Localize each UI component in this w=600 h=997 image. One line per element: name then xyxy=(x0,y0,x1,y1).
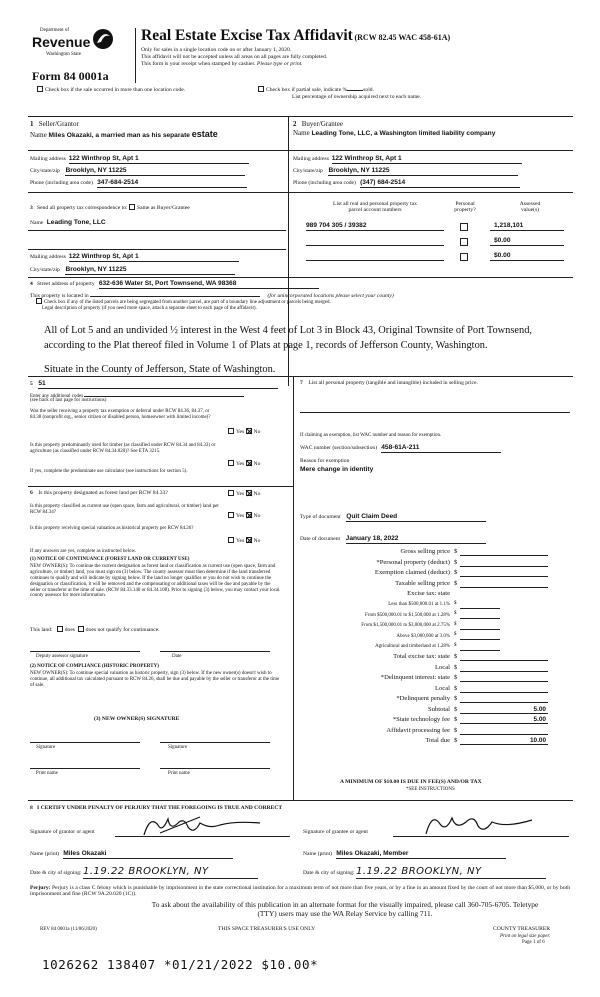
exemption-reason[interactable]: Mere change in identity xyxy=(300,466,374,473)
notice2-text: NEW OWNER(S): To continue special valuation as historic property, sign (3) below. If the new owner(s) doesn't wish to continue, all additional tax calculated pursuant to RCW 84.26, shall be due and payable by the seller or transferor at the time of sale. xyxy=(30,671,280,688)
section5-q2-yes-no[interactable]: Yes No xyxy=(228,460,260,467)
tax-row-dollar: $ xyxy=(454,695,458,702)
same-as-buyer-checkbox[interactable] xyxy=(129,204,135,210)
exemption-reason-label: Reason for exemption xyxy=(300,458,350,464)
tax-row[interactable] xyxy=(308,590,548,599)
page-number: Page 1 of 6 xyxy=(522,940,545,945)
seller-mailing-field[interactable]: Mailing address 122 Winthrop St, Apt 1 xyxy=(30,155,249,164)
seller-name-field[interactable]: Name Miles Okazaki, a married man as his separate estate xyxy=(30,129,218,139)
washington-state: Washington State xyxy=(46,52,82,57)
correspondence-name-field[interactable]: Name Leading Tone, LLC xyxy=(30,219,106,226)
tax-row[interactable] xyxy=(308,622,548,631)
revenue-wordmark: Revenue xyxy=(32,34,91,50)
new-owner-print-name-label: Print name xyxy=(36,771,58,776)
tax-row-dollar: $ xyxy=(454,684,458,692)
tax-row[interactable] xyxy=(308,685,548,694)
document-date-field[interactable]: Date of document January 18, 2022 xyxy=(300,535,486,544)
section5-code-field[interactable]: 5 51 xyxy=(30,380,278,389)
tax-row[interactable] xyxy=(308,653,548,662)
tax-row[interactable] xyxy=(308,674,548,683)
parcel-row[interactable]: $0.00 xyxy=(300,237,572,248)
perjury-notice: Perjury: Perjury is a class C felony which is punishable by imprisonment in the state correctional institution for a maximum term of not more than five years, or by a fine in an amount fixed by the court of not more than $5,000, or by both imprisonment and fine (RCW 9A.20.020 (1C)). xyxy=(30,885,570,898)
tax-row-label: Taxable selling price xyxy=(395,579,450,587)
grantee-date-city[interactable]: Date & city of signing: 1.19.22 BROOKLYN, NY xyxy=(303,866,546,879)
seller-phone-field[interactable]: Phone (including area code) 347-684-2514 xyxy=(30,179,247,188)
if-any-yes: If any answers are yes, complete as instructed below. xyxy=(30,549,137,554)
treasurer-use-only: THIS SPACE TREASURER'S USE ONLY xyxy=(218,926,316,932)
seller-city-field[interactable]: City/state/zip Brooklyn, NY 11225 xyxy=(30,167,245,176)
notice2-title: (2) NOTICE OF COMPLIANCE (HISTORIC PROPERTY) xyxy=(30,664,159,669)
section5-q2: Is this property predominantly used for timber (as classified under RCW 84.34 and 84.33) or agriculture (as classified under RCW 84.34.020)? See ETA 3215. xyxy=(30,443,216,454)
grantor-signature[interactable] xyxy=(140,813,270,839)
deputy-signature-label: Deputy assessor signature xyxy=(36,654,88,659)
tax-row[interactable] xyxy=(308,611,548,620)
tax-row-label: Total due xyxy=(425,737,450,744)
tax-row[interactable] xyxy=(308,632,548,641)
tax-row[interactable] xyxy=(308,580,548,589)
section5-q1-yes-no[interactable]: Yes No xyxy=(228,428,260,435)
tax-row-dollar: $ xyxy=(454,642,457,648)
see-instructions: *SEE INSTRUCTIONS xyxy=(406,787,455,792)
tax-row-dollar: $ xyxy=(454,674,458,681)
tax-row[interactable] xyxy=(308,548,548,557)
tax-row-label: *Personal property (deduct) xyxy=(376,558,450,566)
tax-row-label: Gross selling price xyxy=(400,548,450,555)
section5-q1: Was the seller receiving a property tax exemption or deferral under RCW 84.36, 84.37, or 84.38 (nonprofit org., senior citizen or disabled person, homeowner with limited income)? xyxy=(30,409,211,420)
correspondence-mailing-field[interactable]: Mailing address 122 Winthrop St, Apt 1 xyxy=(30,253,239,262)
tax-row[interactable] xyxy=(308,716,548,725)
tax-row-dollar: $ xyxy=(454,663,458,671)
cashier-stamp: 1026262 138407 *01/21/2022 $10.00* xyxy=(42,957,319,972)
new-owner-signature-heading: (3) NEW OWNER(S) SIGNATURE xyxy=(94,716,180,722)
multi-location-checkbox[interactable]: Check box if the sale occurred in more than one location code. xyxy=(37,86,185,93)
grantor-date-city[interactable]: Date & city of signing: 1.19.22 BROOKLYN, NY xyxy=(30,866,258,879)
tax-row-dollar: $ xyxy=(454,726,458,734)
minimum-due-notice: A MINIMUM OF $10.00 IS DUE IN FEE(S) AND/OR TAX xyxy=(340,779,482,785)
tax-row[interactable] xyxy=(308,737,548,746)
tax-row-label: From $1,500,000.01 to $3,000,000 at 2.75% xyxy=(361,623,450,628)
form-title: Real Estate Excise Tax Affidavit (RCW 82.45 WAC 458-61A) xyxy=(141,27,451,44)
tax-row-label: Excise tax: state xyxy=(407,590,450,597)
parcel-col-header: List all real and personal property tax parcel account numbers xyxy=(333,201,417,214)
dept-of: Department of xyxy=(40,28,70,33)
tax-row-label: Total excise tax: state xyxy=(393,653,450,660)
notice1-title: (1) NOTICE OF CONTINUANCE (FOREST LAND OR CURRENT USE) xyxy=(30,557,190,562)
buyer-city-field[interactable]: City/state/zip Brooklyn, NY 11225 xyxy=(293,167,518,176)
new-owner-signature-label-2: Signature xyxy=(168,745,188,750)
section7-heading: 7 List all personal property (tangible and intangible) included in selling price. xyxy=(300,380,478,386)
notice1-text: NEW OWNER(S): To continue the current designation as forest land or classification as current use (open space, farm and agriculture, or timber) land, you must sign on (3) below. The county assessor must then determine if the land transferred continues to qualify and will indicate by signing below. If the land no longer qualifies or you do not wish to continue the designation or classification, it will be removed and the compensating or additional taxes will be due and payable by the seller or transferor at the time of sale. (RCW 84.33.140 or 84.34.108). Prior to signing (3) below, you may contact your local county assessor for more information. xyxy=(30,564,280,599)
grantee-signature-label: Signature of grantee or agent xyxy=(303,829,368,835)
tax-row-value[interactable]: 10.00 xyxy=(530,737,546,744)
tax-row-label: Local xyxy=(434,663,450,671)
grantee-print-name[interactable]: Name (print) Miles Okazaki, Member xyxy=(303,850,506,859)
new-owner-print-name-label-2: Print name xyxy=(168,771,190,776)
legal-description[interactable]: All of Lot 5 and an undivided ½ interest in the West 4 feet of Lot 3 in Block 43, Original Townsite of Port Townsend, according to the Plat thereof filed in Volume 1 of Plats at page 1, records of Jefferson County, Washington. xyxy=(44,325,533,352)
correspondence-heading: 3 Send all property tax correspondence to: Same as Buyer/Grantee xyxy=(30,205,190,211)
tax-row-label: Exemption claimed (deduct) xyxy=(374,569,450,576)
section6-q1-yes-no[interactable]: Yes No xyxy=(228,490,260,497)
certification: 8 I CERTIFY UNDER PENALTY OF PERJURY THAT THE FOREGOING IS TRUE AND CORRECT xyxy=(30,805,283,811)
availability-notice: To ask about the availability of this publication in an alternate format for the visually impaired, please call 360-705-6705. Teletype (TTY) users may use the WA Relay Service by calling 711. xyxy=(151,900,539,918)
legal-description-label: Legal description of property (if you need more space, attach a separate sheet to each page of the affidavit). xyxy=(42,306,257,311)
form-note-2: This affidavit will not be accepted unless all areas on all pages are fully completed. xyxy=(141,54,328,60)
seller-heading: 1 Seller/Grantor xyxy=(30,120,79,128)
tax-row-value[interactable]: 5.00 xyxy=(533,705,546,713)
tax-row-label: Less than $500,000.01 at 1.1% xyxy=(388,602,450,607)
tax-row[interactable] xyxy=(308,601,548,610)
tax-row-dollar: $ xyxy=(454,653,458,660)
personal-col-header: Personal property? xyxy=(454,201,476,214)
assessed-col-header: Assessed value(s) xyxy=(519,201,541,214)
tax-row[interactable] xyxy=(308,706,548,715)
tax-row[interactable] xyxy=(308,643,548,652)
form-note-3: This form is your receipt when stamped by cashier. Please type or print. xyxy=(141,61,303,67)
section5-q3: If yes, complete the predominate use calculator (see instructions for section 5). xyxy=(30,469,188,474)
tax-row-label: Above $3,000,000 at 3.0% xyxy=(396,633,450,639)
additional-codes-field[interactable]: Enter any additional codes xyxy=(30,391,244,400)
buyer-name-field[interactable]: Name Leading Tone, LLC, a Washington limited liability company xyxy=(293,129,496,137)
ownership-note: List percentage of ownership acquired next to each name. xyxy=(292,94,422,100)
tax-row-value[interactable]: 5.00 xyxy=(533,716,546,723)
form-note-1: Only for sales in a single location code on or after January 1, 2020. xyxy=(141,47,292,53)
rev-number: REV 84 0001a (11/06/2020) xyxy=(40,927,97,932)
partial-sale-checkbox[interactable]: Check box if partial sale, indicate % sold. xyxy=(258,86,374,93)
tax-row[interactable] xyxy=(308,727,548,736)
segregated-checkbox[interactable]: Check box if any of the listed parcels are being segregated from another parcel, are part of a boundary line adjustment or parcels being merged. xyxy=(36,298,331,306)
wac-number-field[interactable]: WAC number (section/subsection) 458-61A-211 xyxy=(300,444,501,453)
tax-row-label: Affidavit processing fee xyxy=(386,726,450,734)
tax-row-dollar: $ xyxy=(454,737,458,744)
tax-row-dollar: $ xyxy=(454,705,458,713)
tax-row-dollar: $ xyxy=(454,558,458,566)
section6-q3-yes-no[interactable]: Yes No xyxy=(228,537,260,544)
tax-row-label: *Delinquent penalty xyxy=(396,695,450,702)
situate-line: Situate in the County of Jefferson, State of Washington. xyxy=(44,364,276,375)
property-location-field[interactable]: This property is located in (for unincorporated locations please select your county) xyxy=(30,290,394,299)
tax-row-label: *State technology fee xyxy=(392,716,450,723)
tax-row-label: Subtotal xyxy=(428,705,450,713)
section6-q2: Is this property classified as current use (open space, farm and agricultural, or timber) land per RCW 84.34? xyxy=(30,504,219,515)
tax-row-dollar: $ xyxy=(454,569,458,576)
tax-row[interactable] xyxy=(308,569,548,578)
tax-row-dollar: $ xyxy=(454,600,457,606)
document-type-field[interactable]: Type of document Quit Claim Deed xyxy=(300,513,486,522)
buyer-heading: 2 Buyer/Grantee xyxy=(293,120,343,128)
tax-row-label: From $500,000.01 to $1,500,000 at 1.28% xyxy=(365,612,450,618)
section6-q1: 6 Is this property designated as forest land per RCW 84.33? xyxy=(30,490,168,496)
tax-row-dollar: $ xyxy=(454,716,458,723)
section6-q3: Is this property receiving special valuation as historical property per RCW 84.26? xyxy=(30,526,194,531)
correspondence-city-field[interactable]: City/state/zip Brooklyn, NY 11225 xyxy=(30,266,235,275)
tax-row[interactable] xyxy=(308,664,548,673)
form-number: Form 84 0001a xyxy=(32,69,109,83)
see-back: (see back of last page for instructions) xyxy=(30,398,107,403)
tax-row-label: Local xyxy=(434,684,450,692)
deputy-date-label: Date xyxy=(172,654,182,659)
parcel-row[interactable]: 989 704 305 / 39382 1,218,101 xyxy=(300,222,572,233)
grantor-print-name[interactable]: Name (print) Miles Okazaki xyxy=(30,850,233,859)
tax-row-label: Agricultural and timberland at 1.28% xyxy=(375,644,450,649)
county-treasurer: COUNTY TREASURER xyxy=(493,926,551,932)
section6-q2-yes-no[interactable]: Yes No xyxy=(228,512,260,519)
dor-swirl-icon xyxy=(92,28,114,50)
tax-row-dollar: $ xyxy=(454,611,457,616)
new-owner-signature-label: Signature xyxy=(36,745,56,750)
exemption-label: If claiming an exemption, list WAC number and reason for exemption. xyxy=(300,433,442,438)
tax-row-dollar: $ xyxy=(454,579,458,587)
tax-row-dollar: $ xyxy=(454,632,457,637)
parcel-row[interactable]: $0.00 xyxy=(300,252,572,263)
land-qualify-checkboxes[interactable]: This land: does does not qualify for continuance. xyxy=(30,627,160,633)
tax-row[interactable] xyxy=(308,695,548,704)
property-street-field[interactable]: 4 Street address of property 632-636 Water St, Port Townsend, WA 98368 xyxy=(30,280,319,289)
buyer-mailing-field[interactable]: Mailing address 122 Winthrop St, Apt 1 xyxy=(293,155,522,164)
dor-logo xyxy=(30,28,125,64)
tax-row[interactable] xyxy=(308,559,548,568)
tax-row-dollar: $ xyxy=(454,621,457,627)
tax-row-label: *Delinquent interest: state xyxy=(380,674,450,681)
tax-row-dollar: $ xyxy=(454,548,458,555)
buyer-phone-field[interactable]: Phone (including area code) (347) 684-2514 xyxy=(293,179,520,188)
grantor-signature-label: Signature of grantor or agent xyxy=(30,829,95,835)
grantee-signature[interactable] xyxy=(420,810,540,838)
legal-paper-note: Print on legal size paper. xyxy=(500,934,551,939)
